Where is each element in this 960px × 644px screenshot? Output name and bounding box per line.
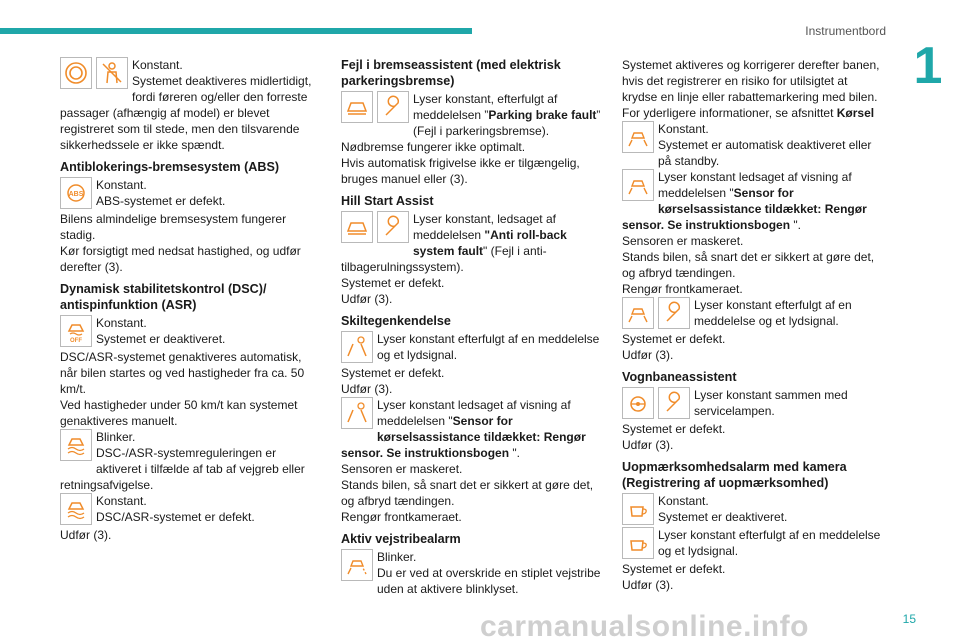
lane-sensor-text: Lyser konstant ledsaget af visning af meddelelsen "Sensor for kørselsassistance tildækket: Rengør sensor. Se instruktionsbogen ".	[622, 170, 867, 232]
dsc-blink-state: Blinker.	[96, 430, 136, 444]
lane-keeping-icon	[622, 169, 654, 201]
chapter-number: 1	[913, 37, 943, 95]
entry-lane-alert	[341, 549, 603, 597]
header-accent-bar	[0, 28, 472, 34]
wrench-icon	[658, 387, 690, 419]
brake-assist-heading: Fejl i bremseassistent (med elektrisk parkeringsbremse)	[341, 58, 561, 88]
column-1	[60, 57, 322, 543]
abs-state: Konstant.	[96, 178, 147, 192]
entry-attention-fault	[622, 527, 884, 561]
dsc-off-text: Systemet er deaktiveret.	[96, 332, 226, 346]
camera-fault-icon	[341, 331, 373, 363]
abs-heading: Antiblokerings-bremsesystem (ABS)	[60, 160, 280, 174]
lane-assist-text: Lyser konstant sammen med servicelampen.	[694, 388, 848, 418]
column-3	[622, 57, 884, 593]
entry-lane-sensor	[622, 169, 884, 233]
abs-text: ABS-systemet er defekt.	[96, 194, 226, 208]
dsc-fault-action: Udfør (3).	[60, 528, 112, 542]
airbag-status-icon	[60, 57, 92, 89]
lane-assist-note-1: Systemet er defekt.	[622, 422, 726, 436]
lane-sensor-note-3: Rengør frontkameraet.	[622, 282, 743, 296]
wrench-icon	[658, 297, 690, 329]
attention-alert-heading: Uopmærksomhedsalarm med kamera (Registrering af uopmærksomhed)	[622, 460, 847, 490]
entry-sign-fault	[341, 331, 603, 365]
sign-sensor-note-2: Stands bilen, så snart det er sikkert at gøre det, og afbryd tændingen.	[341, 478, 594, 508]
lane-sensor-note-1: Sensoren er maskeret.	[622, 234, 744, 248]
hill-start-heading: Hill Start Assist	[341, 194, 434, 208]
lane-fault-text: Lyser konstant efterfulgt af en meddelelse og et lydsignal.	[694, 298, 852, 328]
attention-off-text: Systemet er deaktiveret.	[658, 510, 788, 524]
svg-text:ABS: ABS	[68, 191, 84, 198]
entry-dsc-blink	[60, 429, 322, 493]
car-warning-icon	[341, 91, 373, 123]
steering-wheel-icon	[622, 387, 654, 419]
lane-alert-text: Du er ved at overskride en stiplet vejstribe uden at aktivere blinklyset.	[377, 566, 601, 596]
svg-text:OFF: OFF	[70, 338, 82, 344]
wrench-icon	[377, 91, 409, 123]
hill-start-text: Lyser konstant, ledsaget af meddelelsen "Anti roll-back system fault" (Fejl i anti-tilbagerulningssystem).	[341, 212, 567, 274]
dsc-note-2: Ved hastigheder under 50 km/t kan systemet genaktiveres manuelt.	[60, 398, 298, 428]
watermark: carmanualsonline.info	[480, 610, 809, 643]
hill-start-note-1: Systemet er defekt.	[341, 276, 445, 290]
lane-alert-state: Blinker.	[377, 550, 417, 564]
dsc-off-icon	[60, 315, 92, 347]
lane-standby-text: Systemet er automatisk deaktiveret eller på standby.	[658, 138, 872, 168]
brake-assist-note-2: Hvis automatisk frigivelse ikke er tilgængelig, bruges manuel eller (3).	[341, 156, 580, 186]
dsc-fault-text: DSC/ASR-systemet er defekt.	[96, 510, 255, 524]
airbag-state: Konstant.	[132, 58, 183, 72]
sign-fault-note-2: Udfør (3).	[341, 382, 393, 396]
brake-assist-note-1: Nødbremse fungerer ikke optimalt.	[341, 140, 526, 154]
entry-lane-standby	[622, 121, 884, 169]
attention-fault-note-1: Systemet er defekt.	[622, 562, 726, 576]
page-number: 15	[902, 612, 916, 626]
abs-note-1: Bilens almindelige bremsesystem fungerer stadig.	[60, 212, 287, 242]
dsc-fault-icon	[60, 493, 92, 525]
section-title: Instrumentbord	[805, 24, 886, 38]
airbag-off-icon	[96, 57, 128, 89]
abs-icon	[60, 177, 92, 209]
entry-brake-assist	[341, 91, 603, 139]
attention-off-state: Konstant.	[658, 494, 709, 508]
dsc-blink-text: DSC-/ASR-systemreguleringen er aktiveret i tilfælde af tab af vejgreb eller retningsafvigelse.	[60, 446, 305, 492]
lane-fault-note-1: Systemet er defekt.	[622, 332, 726, 346]
lane-assist-heading: Vognbaneassistent	[622, 370, 737, 384]
sign-sensor-note-3: Rengør frontkameraet.	[341, 510, 462, 524]
lane-assist-intro: Systemet aktiveres og korrigerer derefter banen, hvis det registrerer en risiko for utilsigtet at krydse en linje eller rabattemarkering med bilen.	[622, 58, 880, 104]
camera-masked-icon	[341, 397, 373, 429]
entry-sign-sensor	[341, 397, 603, 461]
entry-abs	[60, 177, 322, 211]
dsc-fault-state: Konstant.	[96, 494, 147, 508]
coffee-cup-icon	[622, 527, 654, 559]
attention-fault-note-2: Udfør (3).	[622, 578, 674, 592]
car-warning-icon	[341, 211, 373, 243]
sign-sensor-text: Lyser konstant ledsaget af visning af meddelelsen "Sensor for kørselsassistance tildækket: Rengør sensor. Se instruktionsbogen ".	[341, 398, 586, 460]
attention-fault-text: Lyser konstant efterfulgt af en meddelelse og et lydsignal.	[658, 528, 881, 558]
coffee-cup-icon	[622, 493, 654, 525]
dsc-skid-icon	[60, 429, 92, 461]
entry-dsc-off	[60, 315, 322, 349]
lane-keeping-icon	[622, 121, 654, 153]
dsc-note-1: DSC/ASR-systemet genaktiveres automatisk, når bilen startes og ved hastigheder fra ca. 50 km/t.	[60, 350, 305, 396]
lane-alert-heading: Aktiv vejstribealarm	[341, 532, 461, 546]
abs-note-2: Kør forsigtigt med nedsat hastighed, og udfør derefter (3).	[60, 244, 301, 274]
sign-fault-text: Lyser konstant efterfulgt af en meddelelse og et lydsignal.	[377, 332, 600, 362]
entry-lane-assist	[622, 387, 884, 421]
lane-fault-note-2: Udfør (3).	[622, 348, 674, 362]
brake-assist-text: Lyser konstant, efterfulgt af meddelelsen ”Parking brake fault” (Fejl i parkeringsbremse).	[413, 92, 601, 138]
entry-attention-off	[622, 493, 884, 527]
entry-lane-fault	[622, 297, 884, 331]
lane-keeping-icon	[622, 297, 654, 329]
wrench-icon	[377, 211, 409, 243]
lane-sensor-note-2: Stands bilen, så snart det er sikkert at gøre det, og afbryd tændingen.	[622, 250, 875, 280]
sign-recognition-heading: Skiltegenkendelse	[341, 314, 451, 328]
sign-sensor-note-1: Sensoren er maskeret.	[341, 462, 463, 476]
entry-dsc-fault	[60, 493, 322, 527]
airbag-text: Systemet deaktiveres midlertidigt, fordi føreren og/eller den forreste passager (afhængig af model) er blevet registreret som til stede, men den tilsvarende sikkerhedssele er ikke spændt.	[60, 74, 312, 152]
lane-assist-note-2: Udfør (3).	[622, 438, 674, 452]
lane-departure-icon	[341, 549, 373, 581]
lane-assist-reference: For yderligere informationer, se afsnittet Kørsel	[622, 106, 875, 120]
entry-airbag	[60, 57, 322, 153]
dsc-heading: Dynamisk stabilitetskontrol (DSC)/ antispinfunktion (ASR)	[60, 282, 267, 312]
entry-hill-start	[341, 211, 603, 275]
hill-start-note-2: Udfør (3).	[341, 292, 393, 306]
sign-fault-note-1: Systemet er defekt.	[341, 366, 445, 380]
lane-standby-state: Konstant.	[658, 122, 709, 136]
column-2	[341, 57, 603, 597]
dsc-off-state: Konstant.	[96, 316, 147, 330]
